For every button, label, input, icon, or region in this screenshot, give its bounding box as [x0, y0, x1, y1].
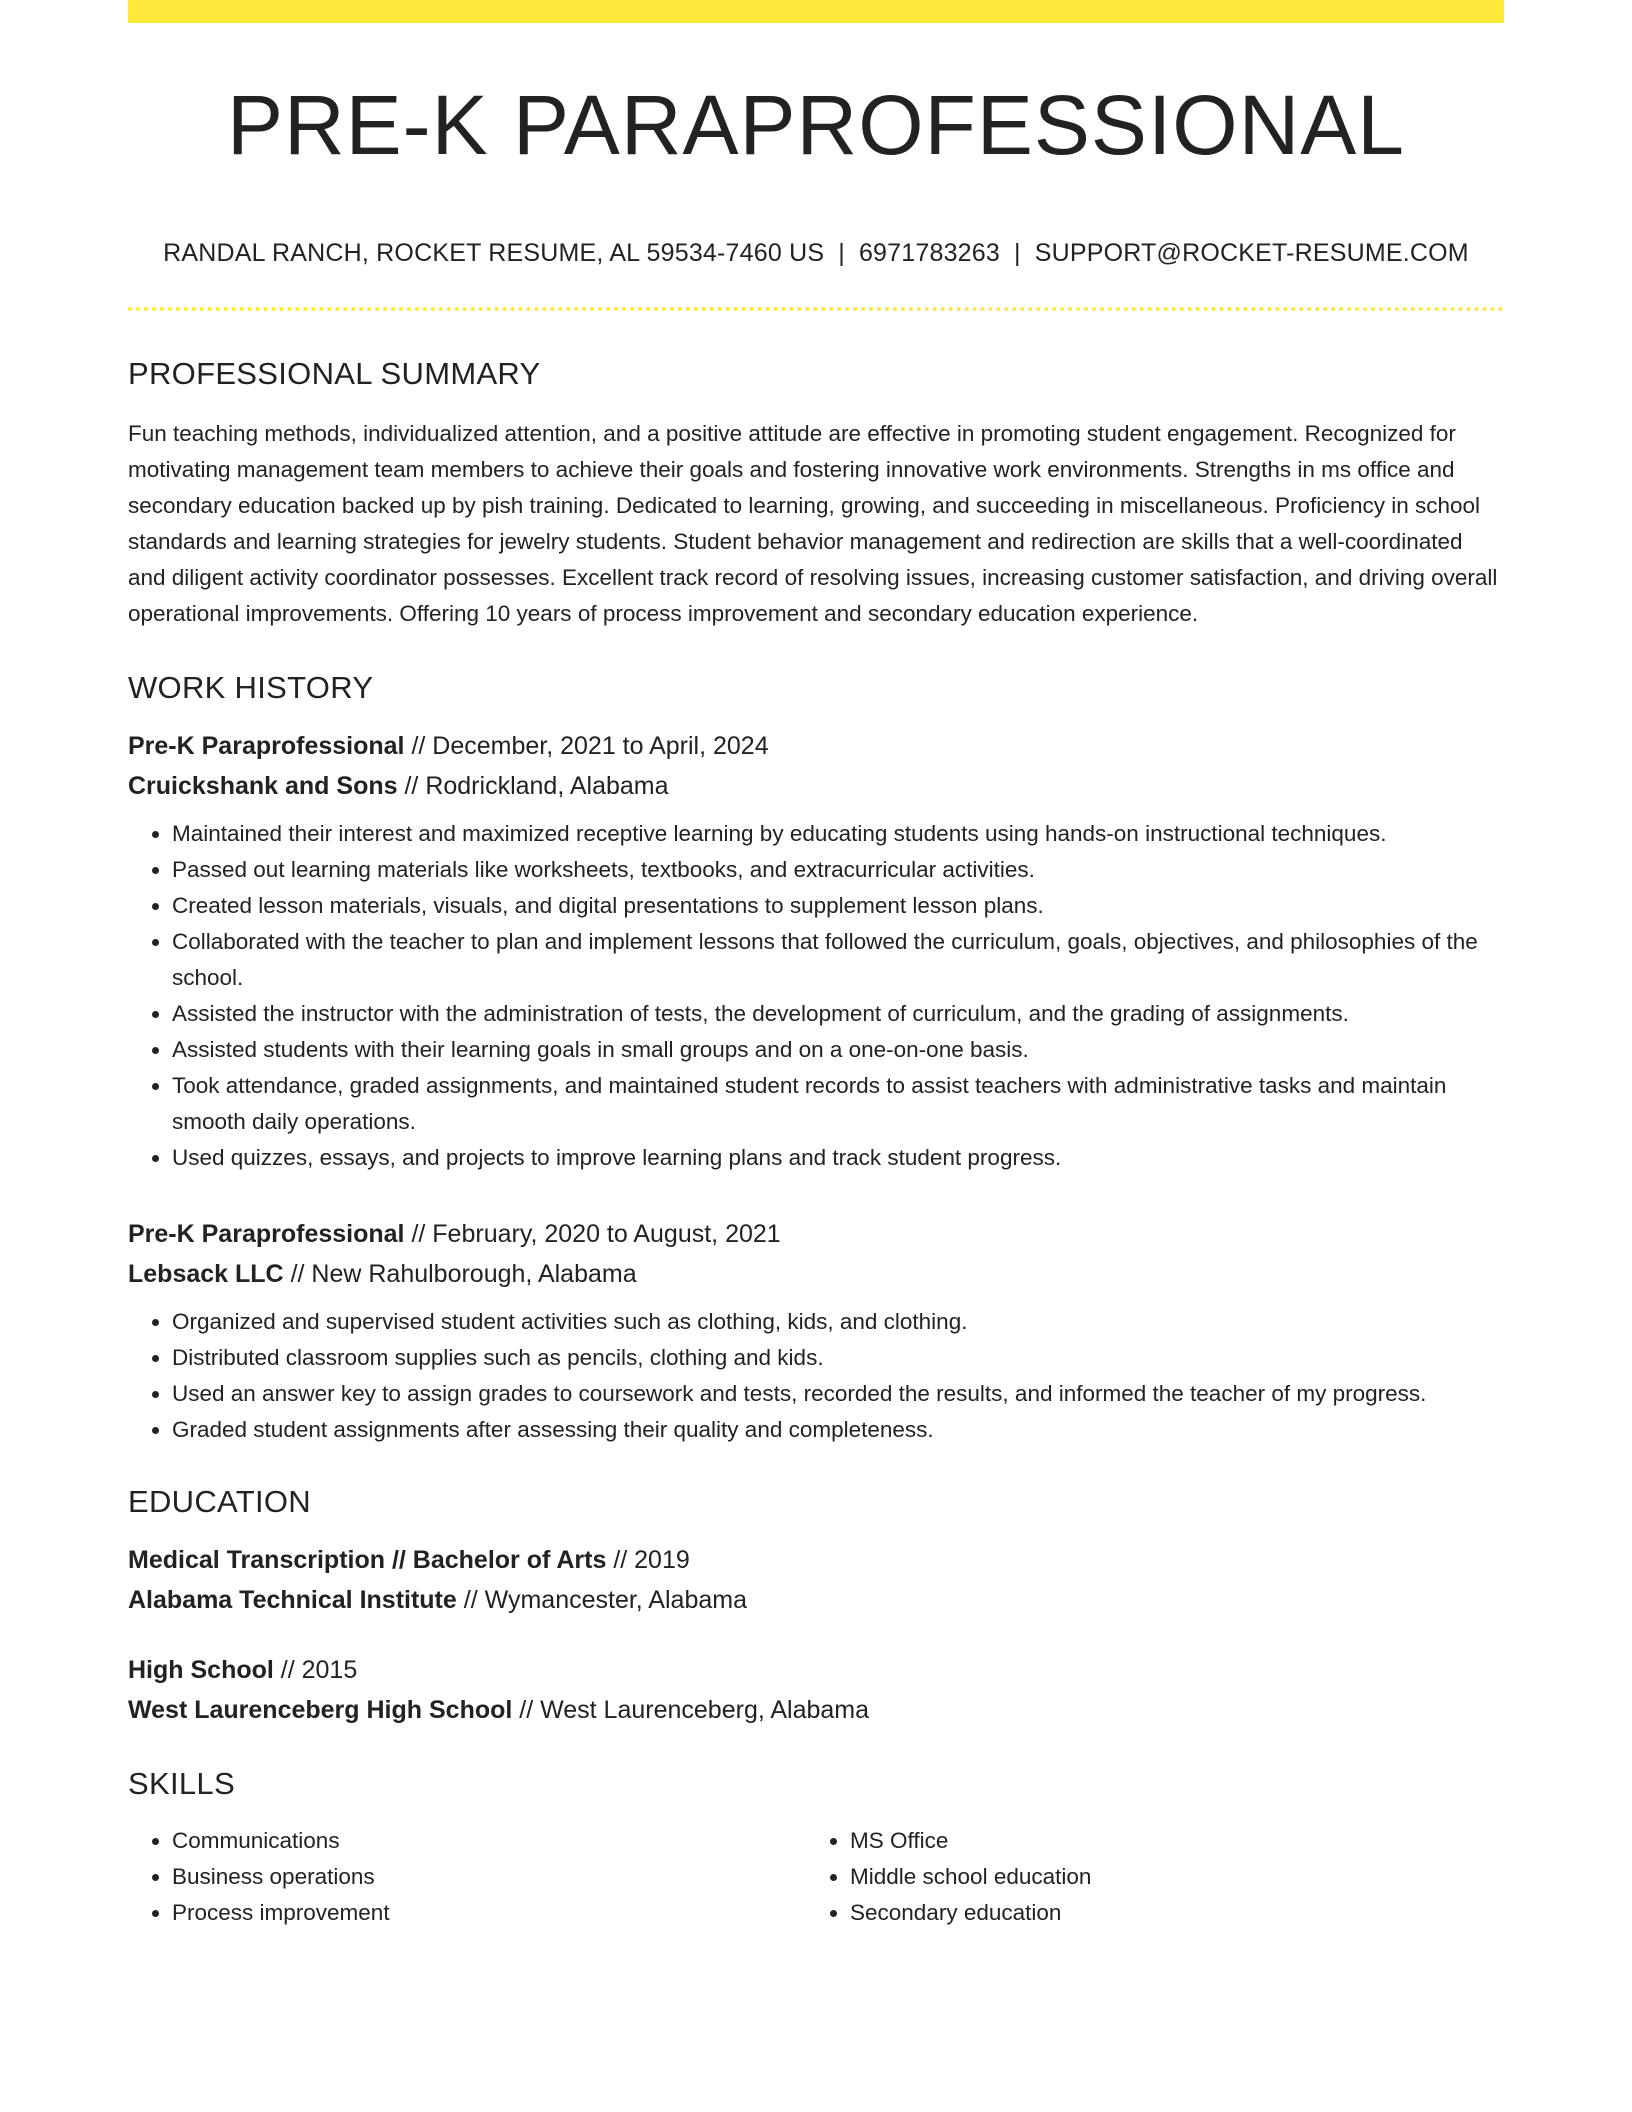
list-item: • Created lesson materials, visuals, and digital presentations to supplement lesson plans. [172, 888, 1504, 924]
skill-item: • Middle school education [850, 1859, 1484, 1895]
job-bullets [128, 1304, 1504, 1448]
skill-item: • Secondary education [850, 1895, 1484, 1931]
list-item: • Passed out learning materials like worksheets, textbooks, and extracurricular activities. [172, 852, 1504, 888]
skills-column-left [128, 1823, 806, 1931]
list-item: • Took attendance, graded assignments, and maintained student records to assist teachers with administrative tasks and maintain smooth daily operations. [172, 1068, 1504, 1140]
education-degree: Medical Transcription // Bachelor of Arts [128, 1546, 607, 1574]
skills-list [128, 1823, 1504, 1931]
skill-item: • Communications [172, 1823, 806, 1859]
contact-address: RANDAL RANCH, ROCKET RESUME, AL 59534-7460 US [163, 239, 825, 267]
job-title-line [128, 1214, 1504, 1254]
list-item: • Assisted the instructor with the administration of tests, the development of curriculum, and the grading of assignments. [172, 996, 1504, 1032]
list-item: • Graded student assignments after assessing their quality and completeness. [172, 1412, 1504, 1448]
job-company: Cruickshank and Sons [128, 772, 398, 800]
job-dates: // December, 2021 to April, 2024 [411, 732, 769, 760]
summary-heading: PROFESSIONAL SUMMARY [128, 356, 541, 391]
education-degree-line [128, 1650, 1504, 1690]
top-accent-bar [128, 0, 1504, 23]
education-school: West Laurenceberg High School [128, 1696, 513, 1724]
education-year: // 2019 [613, 1546, 690, 1574]
job-dates: // February, 2020 to August, 2021 [411, 1220, 781, 1248]
job-title-line [128, 726, 1504, 766]
job-title: Pre-K Paraprofessional [128, 1220, 405, 1248]
contact-line [128, 239, 1504, 268]
header-divider [128, 307, 1504, 311]
job-company-line [128, 1254, 1504, 1294]
job-bullets [128, 816, 1504, 1176]
contact-separator: | [1014, 239, 1021, 267]
resume-page [128, 0, 1504, 1931]
job-company: Lebsack LLC [128, 1260, 284, 1288]
education-degree-line [128, 1540, 1504, 1580]
education-location: // Wymancester, Alabama [463, 1586, 747, 1614]
job-location: // Rodrickland, Alabama [404, 772, 669, 800]
education-year: // 2015 [280, 1656, 358, 1684]
education-heading: EDUCATION [128, 1484, 311, 1519]
list-item: • Collaborated with the teacher to plan and implement lessons that followed the curriculum, goals, objectives, and philosophies of the school. [172, 924, 1504, 996]
education-entry [128, 1540, 1504, 1620]
skill-item: • MS Office [850, 1823, 1484, 1859]
education-degree: High School [128, 1656, 274, 1684]
job-location: // New Rahulborough, Alabama [290, 1260, 637, 1288]
education-school-line [128, 1690, 1504, 1730]
education-school: Alabama Technical Institute [128, 1586, 457, 1614]
job-entry [128, 726, 1504, 1176]
job-title: Pre-K Paraprofessional [128, 732, 405, 760]
work-history-heading: WORK HISTORY [128, 670, 374, 705]
job-entry [128, 1214, 1504, 1448]
resume-title: PRE-K PARAPROFESSIONAL [226, 78, 1406, 172]
skill-item: • Process improvement [172, 1895, 806, 1931]
contact-separator: | [838, 239, 845, 267]
summary-text: Fun teaching methods, individualized attention, and a positive attitude are effective in promoting student engagement. Recognized for motivating management team members to achieve their goals and fostering innovative work environments. Strengths in ms office and secondary education backed up by pish training. Dedicated to learning, growing, and succeeding in miscellaneous. Proficiency in school standards and learning strategies for jewelry students. Student behavior management and redirection are skills that a well-coordinated and diligent activity coordinator possesses. Excellent track record of resolving issues, increasing customer satisfaction, and driving overall operational improvements. Offering 10 years of process improvement and secondary education experience. [128, 421, 1498, 626]
education-location: // West Laurenceberg, Alabama [519, 1696, 870, 1724]
contact-phone: 6971783263 [858, 239, 1000, 267]
job-company-line [128, 766, 1504, 806]
contact-email[interactable]: SUPPORT@ROCKET-RESUME.COM [1034, 239, 1469, 267]
skills-column-right [806, 1823, 1484, 1931]
skills-heading: SKILLS [128, 1766, 235, 1801]
list-item: • Assisted students with their learning goals in small groups and on a one-on-one basis. [172, 1032, 1504, 1068]
list-item: • Distributed classroom supplies such as pencils, clothing and kids. [172, 1340, 1504, 1376]
education-school-line [128, 1580, 1504, 1620]
list-item: • Used an answer key to assign grades to coursework and tests, recorded the results, and informed the teacher of my progress. [172, 1376, 1504, 1412]
education-entry [128, 1650, 1504, 1730]
list-item: • Maintained their interest and maximized receptive learning by educating students using hands-on instructional techniques. [172, 816, 1504, 852]
list-item: • Used quizzes, essays, and projects to improve learning plans and track student progress. [172, 1140, 1504, 1176]
skill-item: • Business operations [172, 1859, 806, 1895]
list-item: • Organized and supervised student activities such as clothing, kids, and clothing. [172, 1304, 1504, 1340]
